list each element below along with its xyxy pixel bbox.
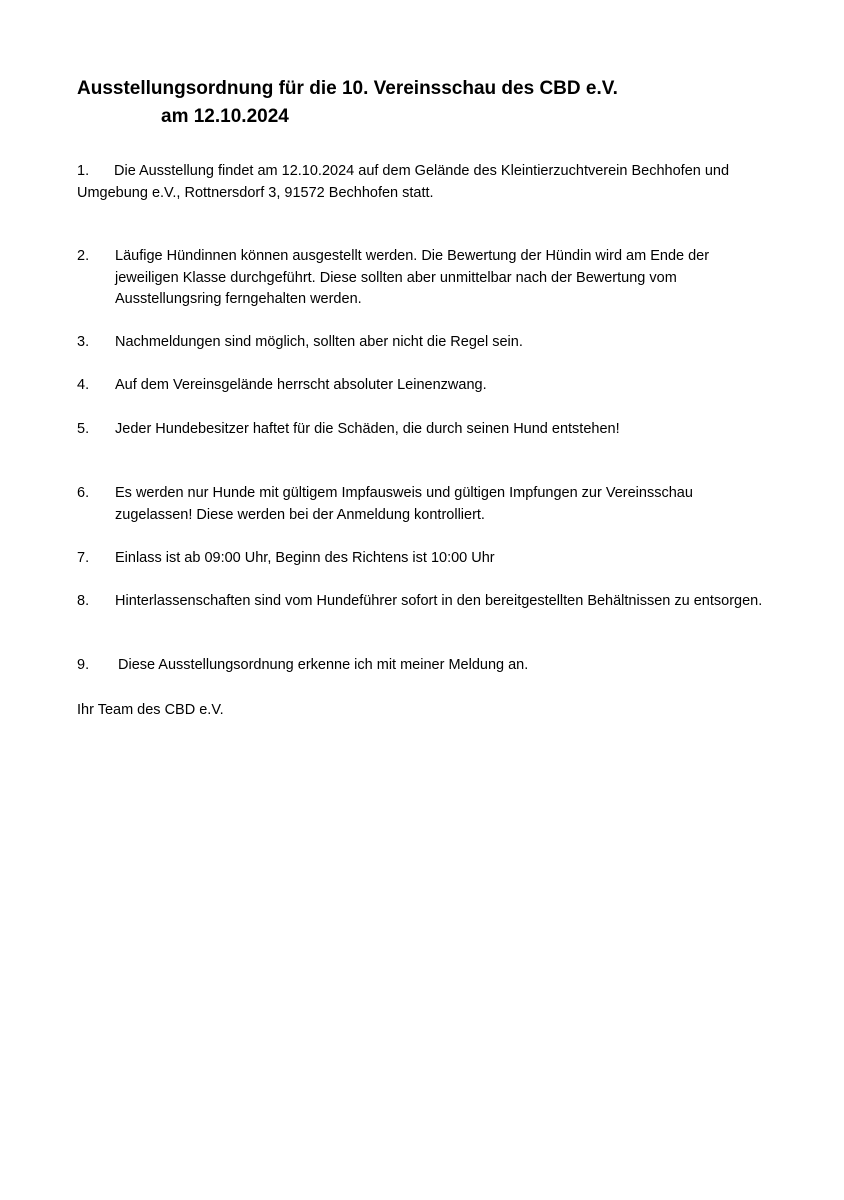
- rule-text: Läufige Hündinnen können ausgestellt werden. Die Bewertung der Hündin wird am Ende der jeweiligen Klasse durchgeführt. Diese sollten aber unmittelbar nach der Bewertung vom Ausstellungsring ferngehalten werden.: [115, 248, 710, 307]
- rule-item-8: [77, 591, 767, 613]
- rule-number: 9.: [77, 657, 90, 673]
- rule-number: 1.: [77, 163, 90, 179]
- rule-item-3: [77, 332, 767, 354]
- rule-item-1: [77, 161, 767, 204]
- rule-text: Hinterlassenschaften sind vom Hundeführer sofort in den bereitgestellten Behältnissen zu entsorgen.: [115, 593, 763, 609]
- rule-text: Jeder Hundebesitzer haftet für die Schäden, die durch seinen Hund entstehen!: [115, 421, 620, 437]
- rule-text: Nachmeldungen sind möglich, sollten aber nicht die Regel sein.: [115, 334, 523, 350]
- document-title: Ausstellungsordnung für die 10. Vereinsschau des CBD e.V.: [77, 78, 618, 99]
- rule-item-9: [77, 655, 767, 677]
- rule-text: Einlass ist ab 09:00 Uhr, Beginn des Richtens ist 10:00 Uhr: [115, 550, 495, 566]
- signature-line: Ihr Team des CBD e.V.: [77, 702, 224, 718]
- rule-item-4: [77, 375, 767, 397]
- rule-item-5: [77, 419, 767, 441]
- rule-item-2: [77, 246, 767, 311]
- rule-number: 3.: [77, 334, 90, 350]
- rule-number: 6.: [77, 485, 90, 501]
- rule-number: 5.: [77, 421, 90, 437]
- rule-number: 2.: [77, 248, 90, 264]
- rule-item-7: [77, 548, 767, 570]
- rule-text: Die Ausstellung findet am 12.10.2024 auf dem Gelände des Kleintierzuchtverein Bechhofen und Umgebung e.V., Rottnersdorf 3, 91572 Bechhofen statt.: [77, 163, 730, 201]
- document-title-date: am 12.10.2024: [161, 106, 289, 127]
- rule-item-6: [77, 483, 767, 526]
- rule-text: Diese Ausstellungsordnung erkenne ich mit meiner Meldung an.: [118, 657, 529, 673]
- rule-text: Auf dem Vereinsgelände herrscht absoluter Leinenzwang.: [115, 377, 487, 393]
- rule-number: 4.: [77, 377, 90, 393]
- rule-text: Es werden nur Hunde mit gültigem Impfausweis und gültigen Impfungen zur Vereinsschau zugelassen! Diese werden bei der Anmeldung kontrolliert.: [115, 485, 693, 523]
- rule-number: 8.: [77, 593, 90, 609]
- rule-number: 7.: [77, 550, 90, 566]
